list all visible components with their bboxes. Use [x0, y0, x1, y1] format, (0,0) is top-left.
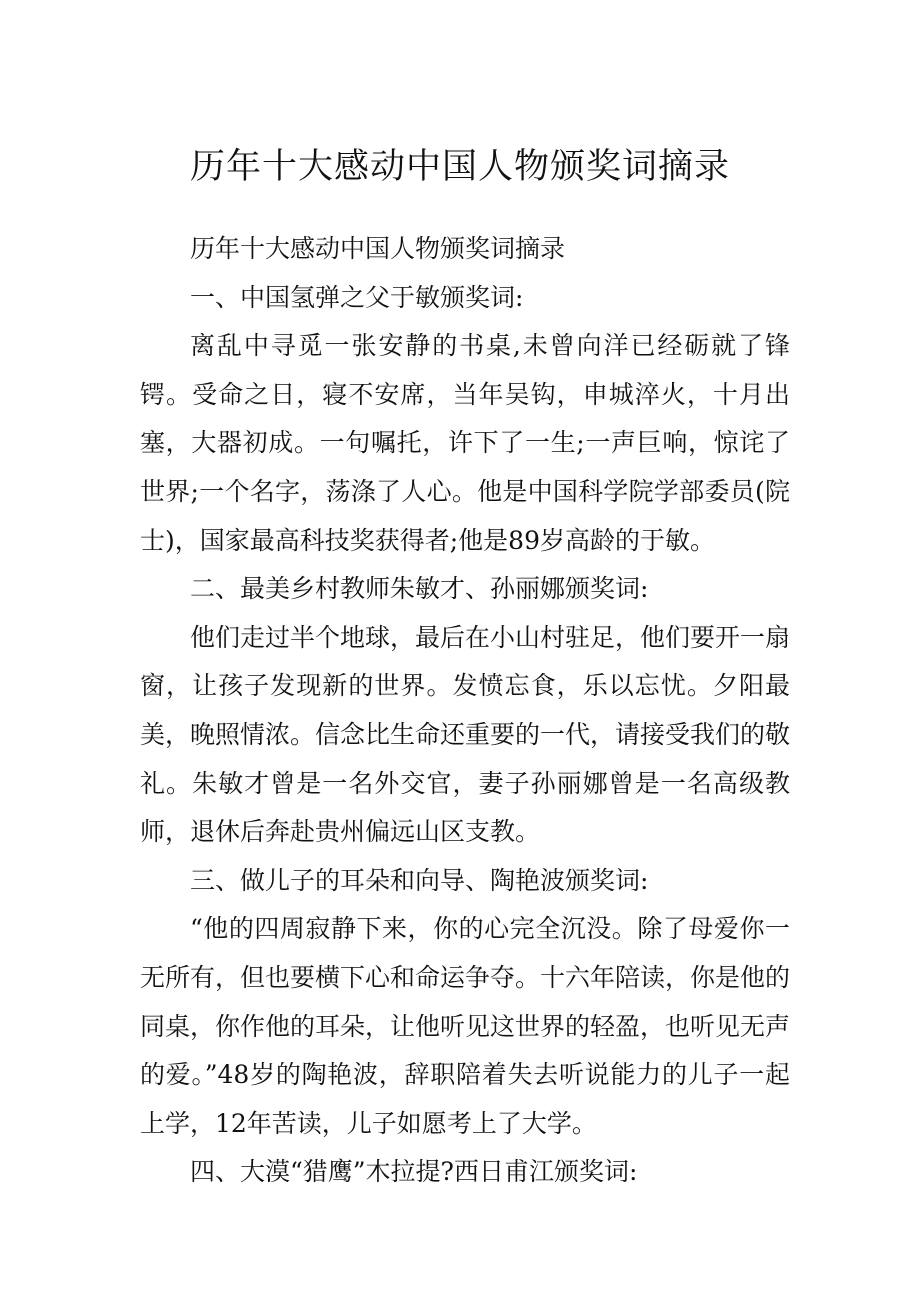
document-body — [140, 225, 790, 1197]
section-heading-1: 一、中国氢弹之父于敏颁奖词: — [190, 282, 524, 312]
section-heading-2: 二、最美乡村教师朱敏才、孙丽娜颁奖词: — [190, 574, 649, 604]
section-body-2: 他们走过半个地球，最后在小山村驻足，他们要开一扇窗，让孩子发现新的世界。发愤忘食，乐以忘忧。夕阳最美，晚照情浓。信念比生命还重要的一代，请接受我们的敬礼。朱敏才曾是一名外交官，妻子孙丽娜曾是一名高级教师，退休后奔赴贵州偏远山区支教。 — [140, 622, 791, 847]
section-heading-4: 四、大漠“猎鹰”木拉提?西日甫江颁奖词: — [190, 1157, 638, 1187]
section-body-1: 离乱中寻觅一张安静的书桌,未曾向洋已经砺就了锋锷。受命之日，寝不安席，当年吴钩，申城淬火，十月出塞，大器初成。一句嘱托，许下了一生;一声巨响，惊诧了世界;一个名字，荡涤了人心。他是中国科学院学部委员(院士)，国家最高科技奖获得者;他是89岁高龄的于敏。 — [140, 331, 790, 555]
section-heading-3: 三、做儿子的耳朵和向导、陶艳波颁奖词: — [190, 865, 649, 895]
section-body-3: “他的四周寂静下来，你的心完全沉没。除了母爱你一无所有，但也要横下心和命运争夺。十六年陪读，你是他的同桌，你作他的耳朵，让他听见这世界的轻盈，也听见无声的爱。”48岁的陶艳波，辞职陪着失去听说能力的儿子一起上学，12年苦读，儿子如愿考上了大学。 — [140, 914, 791, 1138]
paragraph-subtitle: 历年十大感动中国人物颁奖词摘录 — [190, 234, 566, 263]
document-title: 历年十大感动中国人物颁奖词摘录 — [189, 147, 730, 187]
